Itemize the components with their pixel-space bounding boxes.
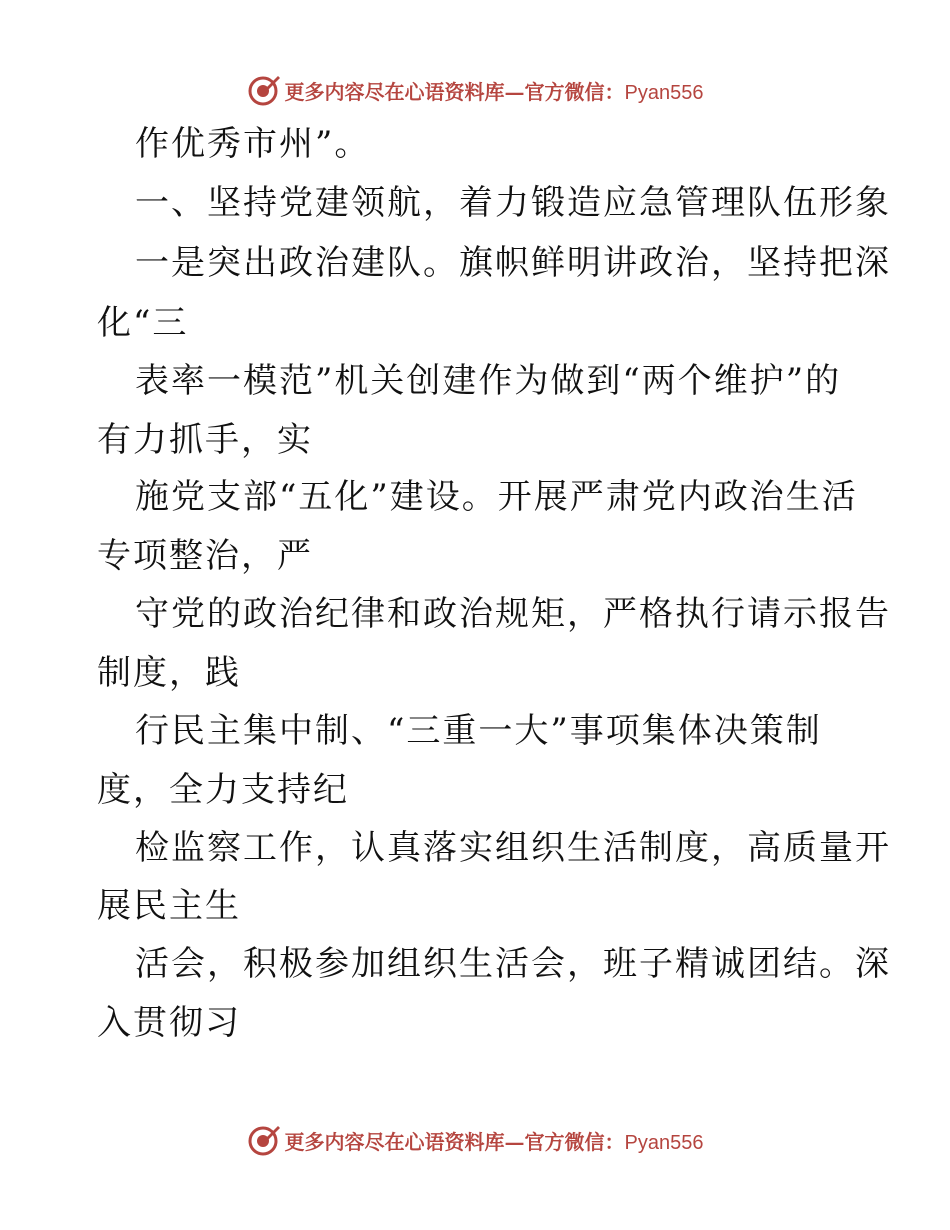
footer-text: 更多内容尽在心语资料库—官方微信： <box>284 1129 625 1154</box>
section-heading: 一、坚持党建领航，着力锻造应急管理队伍形象 <box>135 183 891 223</box>
body-line: 制度，践 <box>97 653 241 693</box>
pen-logo-icon <box>247 1123 281 1157</box>
body-line: 展民主生 <box>97 886 241 926</box>
body-line: 守党的政治纪律和政治规矩，严格执行请示报告 <box>135 594 891 634</box>
header-text: 更多内容尽在心语资料库—官方微信： <box>284 79 625 104</box>
body-line: 化“三 <box>97 303 189 343</box>
body-line: 专项整治，严 <box>97 536 313 576</box>
body-line: 有力抓手，实 <box>97 420 313 460</box>
body-line: 行民主集中制、“三重一大”事项集体决策制 <box>135 711 822 751</box>
body-line: 一是突出政治建队。旗帜鲜明讲政治，坚持把深 <box>135 243 891 283</box>
body-line: 检监察工作，认真落实组织生活制度，高质量开 <box>135 828 891 868</box>
footer-banner <box>0 1120 950 1160</box>
pen-logo-icon <box>247 73 281 107</box>
footer-wechat-id: Pyan556 <box>624 1131 704 1154</box>
header-wechat-id: Pyan556 <box>624 81 704 104</box>
body-line: 活会，积极参加组织生活会，班子精诚团结。深 <box>135 944 891 984</box>
header-banner <box>0 70 950 110</box>
body-line: 表率一模范”机关创建作为做到“两个维护”的 <box>135 361 842 401</box>
body-line: 度，全力支持纪 <box>97 770 349 810</box>
body-line: 作优秀市州”。 <box>135 124 371 164</box>
body-line: 施党支部“五化”建设。开展严肃党内政治生活 <box>135 477 858 517</box>
body-line: 入贯彻习 <box>97 1003 241 1043</box>
